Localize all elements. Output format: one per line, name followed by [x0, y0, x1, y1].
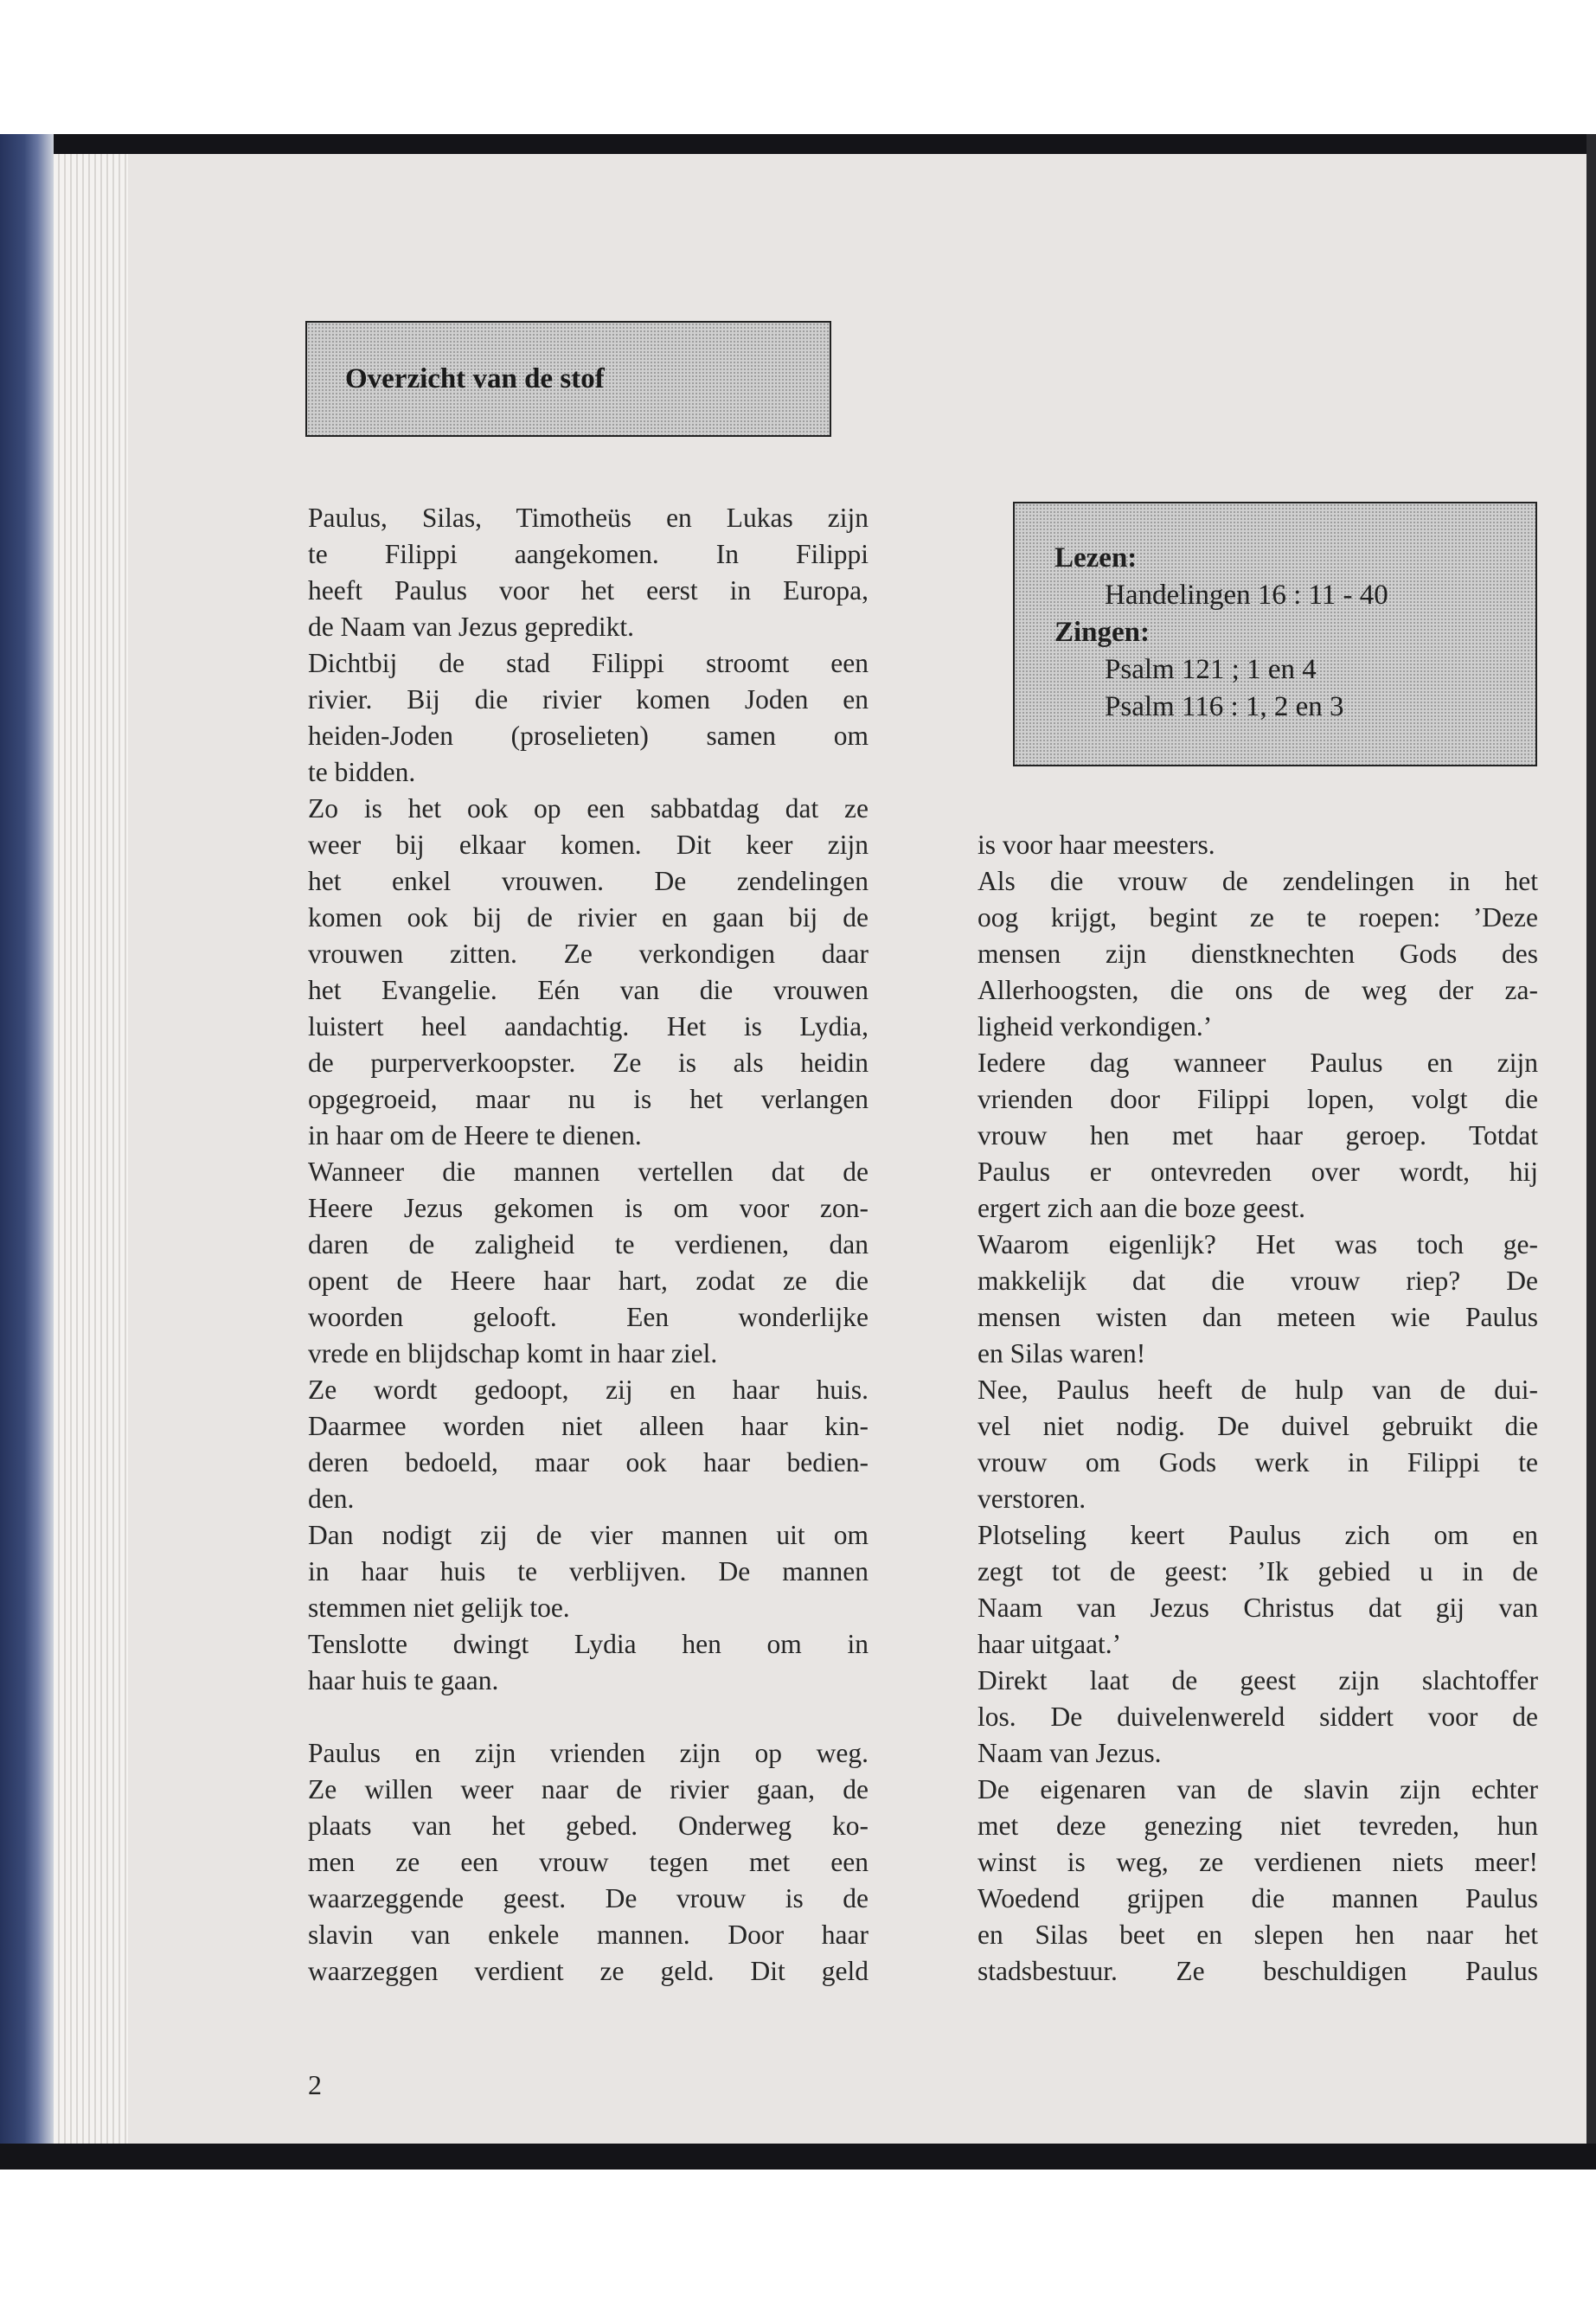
text-line: vel niet nodig. De duivel gebruikt die [977, 1411, 1538, 1441]
lezen-text: Handelingen 16 : 11 - 40 [1105, 580, 1388, 611]
text-line: mensen wisten dan meteen wie Paulus [977, 1302, 1538, 1332]
text-line: Ze wordt gedoopt, zij en haar huis. [308, 1375, 869, 1405]
text-line: mensen zijn dienstknechten Gods des [977, 939, 1538, 969]
text-line: den. [308, 1484, 355, 1514]
text-line: stemmen niet gelijk toe. [308, 1593, 570, 1623]
text-line: Zo is het ook op een sabbatdag dat ze [308, 793, 869, 824]
book-edge-bottom [0, 2144, 1596, 2170]
text-line: makkelijk dat die vrouw riep? De [977, 1266, 1538, 1296]
text-column-left [308, 500, 869, 1990]
book-edge-right [1586, 134, 1596, 2170]
text-line: de Naam van Jezus gepredikt. [308, 612, 634, 642]
text-line: met deze genezing niet tevreden, hun [977, 1811, 1538, 1841]
text-column-right [977, 827, 1538, 1990]
text-line: Naam van Jezus. [977, 1738, 1162, 1768]
text-line: in haar om de Heere te dienen. [308, 1120, 642, 1150]
text-line: deren bedoeld, maar ook haar bedien- [308, 1447, 869, 1477]
text-line: plaats van het gebed. Onderweg ko- [308, 1811, 869, 1841]
text-line: ligheid verkondigen.’ [977, 1011, 1213, 1042]
text-line: vrede en blijdschap komt in haar ziel. [308, 1338, 718, 1368]
zingen-line: Psalm 116 : 1, 2 en 3 [1105, 691, 1344, 722]
lezen-label: Lezen: [1054, 542, 1138, 574]
text-line: de purperverkoopster. Ze is als heidin [308, 1048, 869, 1078]
text-line: waarzeggen verdient ze geld. Dit geld [308, 1956, 869, 1986]
text-line: Paulus, Silas, Timotheüs en Lukas zijn [308, 503, 869, 533]
text-line: Als die vrouw de zendelingen in het [977, 866, 1538, 896]
text-line: het Evangelie. Eén van die vrouwen [308, 975, 869, 1005]
text-line: en Silas waren! [977, 1338, 1146, 1368]
text-line: Nee, Paulus heeft de hulp van de dui- [977, 1375, 1538, 1405]
text-line: stadsbestuur. Ze beschuldigen Paulus [977, 1956, 1538, 1986]
text-line: Plotseling keert Paulus zich om en [977, 1520, 1538, 1550]
text-line: Paulus en zijn vrienden zijn op weg. [308, 1738, 869, 1768]
text-line: heeft Paulus voor het eerst in Europa, [308, 575, 869, 606]
reading-box [1013, 502, 1537, 766]
text-line: opgegroeid, maar nu is het verlangen [308, 1084, 869, 1114]
text-line: Paulus er ontevreden over wordt, hij [977, 1157, 1538, 1187]
text-line: komen ook bij de rivier en gaan bij de [308, 902, 869, 933]
text-line: het enkel vrouwen. De zendelingen [308, 866, 869, 896]
text-line: Direkt laat de geest zijn slachtoffer [977, 1665, 1538, 1695]
text-line: Naam van Jezus Christus dat gij van [977, 1593, 1538, 1623]
text-line: Wanneer die mannen vertellen dat de [308, 1157, 869, 1187]
text-line: Iedere dag wanneer Paulus en zijn [977, 1048, 1538, 1078]
text-line: los. De duivelenwereld siddert voor de [977, 1702, 1538, 1732]
text-line: rivier. Bij die rivier komen Joden en [308, 684, 869, 715]
text-line: slavin van enkele mannen. Door haar [308, 1920, 869, 1950]
text-line: waarzeggende geest. De vrouw is de [308, 1883, 869, 1913]
text-line: te bidden. [308, 757, 416, 787]
text-line: Dichtbij de stad Filippi stroomt een [308, 648, 869, 678]
text-line: luistert heel aandachtig. Het is Lydia, [308, 1011, 869, 1042]
text-line: De eigenaren van de slavin zijn echter [977, 1774, 1538, 1804]
text-line: vrouw om Gods werk in Filippi te [977, 1447, 1538, 1477]
page-stack-edges [54, 154, 130, 2144]
text-line: opent de Heere haar hart, zodat ze die [308, 1266, 869, 1296]
text-line: in haar huis te verblijven. De mannen [308, 1556, 869, 1586]
text-line: heiden-Joden (proselieten) samen om [308, 721, 869, 751]
text-line: verstoren. [977, 1484, 1086, 1514]
text-line: vrouw hen met haar geroep. Totdat [977, 1120, 1538, 1150]
text-line: vrouwen zitten. Ze verkondigen daar [308, 939, 869, 969]
text-line: oog krijgt, begint ze te roepen: ’Deze [977, 902, 1538, 933]
section-heading: Overzicht van de stof [345, 362, 605, 394]
section-heading-box [305, 321, 831, 437]
text-line: winst is weg, ze verdienen niets meer! [977, 1847, 1538, 1877]
text-line: ergert zich aan die boze geest. [977, 1193, 1305, 1223]
text-line: zegt tot de geest: ’Ik gebied u in de [977, 1556, 1538, 1586]
text-line: te Filippi aangekomen. In Filippi [308, 539, 869, 569]
text-line: Allerhoogsten, die ons de weg der za- [977, 975, 1538, 1005]
text-line: Waarom eigenlijk? Het was toch ge- [977, 1229, 1538, 1259]
text-line: weer bij elkaar komen. Dit keer zijn [308, 830, 869, 860]
text-line: Daarmee worden niet alleen haar kin- [308, 1411, 869, 1441]
paragraph-gap [308, 1699, 869, 1735]
text-line: vrienden door Filippi lopen, volgt die [977, 1084, 1538, 1114]
text-line: en Silas beet en slepen hen naar het [977, 1920, 1538, 1950]
text-line: men ze een vrouw tegen met een [308, 1847, 869, 1877]
text-line: Woedend grijpen die mannen Paulus [977, 1883, 1538, 1913]
text-line: Ze willen weer naar de rivier gaan, de [308, 1774, 869, 1804]
text-line: haar uitgaat.’ [977, 1629, 1122, 1659]
zingen-line: Psalm 121 ; 1 en 4 [1105, 654, 1317, 685]
text-line: Dan nodigt zij de vier mannen uit om [308, 1520, 869, 1550]
text-line: is voor haar meesters. [977, 830, 1215, 860]
text-line: woorden gelooft. Een wonderlijke [308, 1302, 869, 1332]
text-line: haar huis te gaan. [308, 1665, 499, 1695]
zingen-label: Zingen: [1054, 617, 1151, 648]
book-spine [0, 134, 54, 2170]
text-line: daren de zaligheid te verdienen, dan [308, 1229, 869, 1259]
text-line: Tenslotte dwingt Lydia hen om in [308, 1629, 869, 1659]
page-number: 2 [308, 2069, 322, 2100]
text-line: Heere Jezus gekomen is om voor zon- [308, 1193, 869, 1223]
